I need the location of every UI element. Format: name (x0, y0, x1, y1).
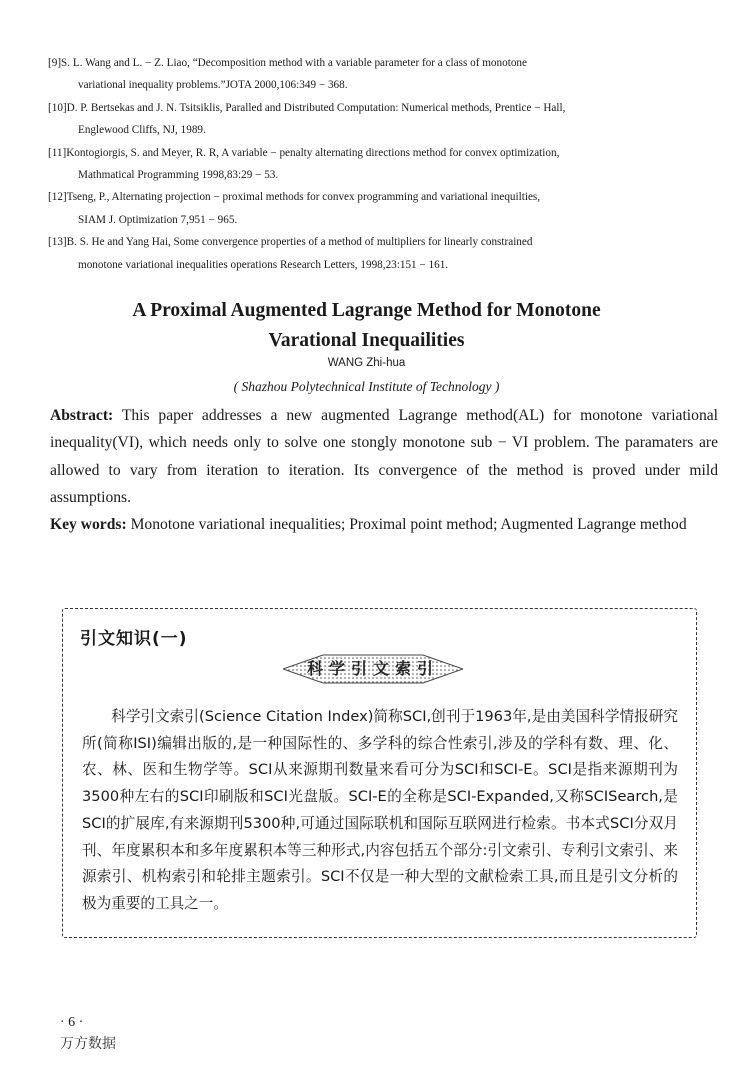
author-name: WANG Zhi-hua (327, 357, 406, 369)
paper-title (40, 296, 693, 356)
info-box-heading: 引文知识(一) (80, 629, 188, 649)
paper-title-line1: A Proximal Augmented Lagrange Method for Monotone (132, 300, 601, 321)
page-number: · 6 · (60, 1015, 84, 1030)
reference-text: [12]Tseng, P., Alternating projection − proximal methods for convex programming and variational inequilties, (48, 191, 541, 204)
reference-item (48, 142, 718, 187)
reference-item (48, 97, 718, 142)
reference-item (48, 52, 718, 97)
reference-item (48, 231, 718, 276)
abstract-text: This paper addresses a new augmented Lagrange method(AL) for monotone variational inequality(VI), which needs only to solve one stongly monotone sub − VI problem. The paramaters are allowed to vary from iteration to iteration. Its convergence of the method is proved under mild assumptions. (50, 407, 718, 506)
abstract-label: Abstract: (50, 407, 114, 424)
paper-title-line2: Varational Inequailities (268, 330, 465, 351)
keywords-label: Key words: (50, 516, 127, 533)
reference-item (48, 186, 718, 231)
info-box-paragraph: 科学引文索引(Science Citation Index)简称SCI,创刊于1963年,是由美国科学情报研究所(简称ISI)编辑出版的,是一种国际性的、多学科的综合性索引,涉及的学科有数、理、化、农、林、医和生物学等。SCI从来源期刊数量来看可分为SCI和SCI-E。SCI是指来源期刊为3500种左右的SCI印刷版和SCI光盘版。SCI-E的全称是SCI-Expanded,又称SCISearch,是SCI的扩展库,有来源期刊5300种,可通过国际联机和国际互联网进行检索。书本式SCI分双月刊、年度累积本和多年度累积本等三种形式,内容包括五个部分:引文索引、专利引文索引、来源索引、机构索引和轮排主题索引。SCI不仅是一种大型的文献检索工具,而且是引文分析的极为重要的工具之一。 (82, 708, 678, 912)
keywords-text: Monotone variational inequalities; Proximal point method; Augmented Lagrange method (126, 516, 687, 533)
reference-list (48, 52, 718, 276)
reference-text-cont: SIAM J. Optimization 7,951 − 965. (78, 213, 238, 226)
reference-text-cont: monotone variational inequalities operations Research Letters, 1998,23:151 − 161. (78, 258, 449, 271)
reference-text: [10]D. P. Bertsekas and J. N. Tsitsiklis, Paralled and Distributed Computation: Numerical methods, Prentice − Hall, (48, 101, 566, 114)
publisher-mark: 万方数据 (60, 1036, 116, 1052)
info-box-body (82, 704, 678, 918)
reference-text: [11]Kontogiorgis, S. and Meyer, R. R, A variable − penalty alternating directions method for convex optimization, (48, 146, 560, 159)
reference-text-cont: Englewood Cliffs, NJ, 1989. (78, 124, 206, 137)
abstract (50, 402, 718, 511)
reference-text-cont: Mathmatical Programming 1998,83:29 − 53. (78, 169, 279, 182)
banner-title: 科学引文索引 (306, 659, 439, 678)
affiliation: ( Shazhou Polytechnical Institute of Technology ) (233, 379, 500, 394)
reference-text-cont: variational inequality problems.”JOTA 2000,106:349 − 368. (78, 79, 348, 92)
reference-text: [13]B. S. He and Yang Hai, Some convergence properties of a method of multipliers for linearly constrained (48, 236, 533, 249)
keywords (50, 511, 718, 538)
reference-text: [9]S. L. Wang and L. − Z. Liao, “Decomposition method with a variable parameter for a class of monotone (48, 57, 527, 69)
